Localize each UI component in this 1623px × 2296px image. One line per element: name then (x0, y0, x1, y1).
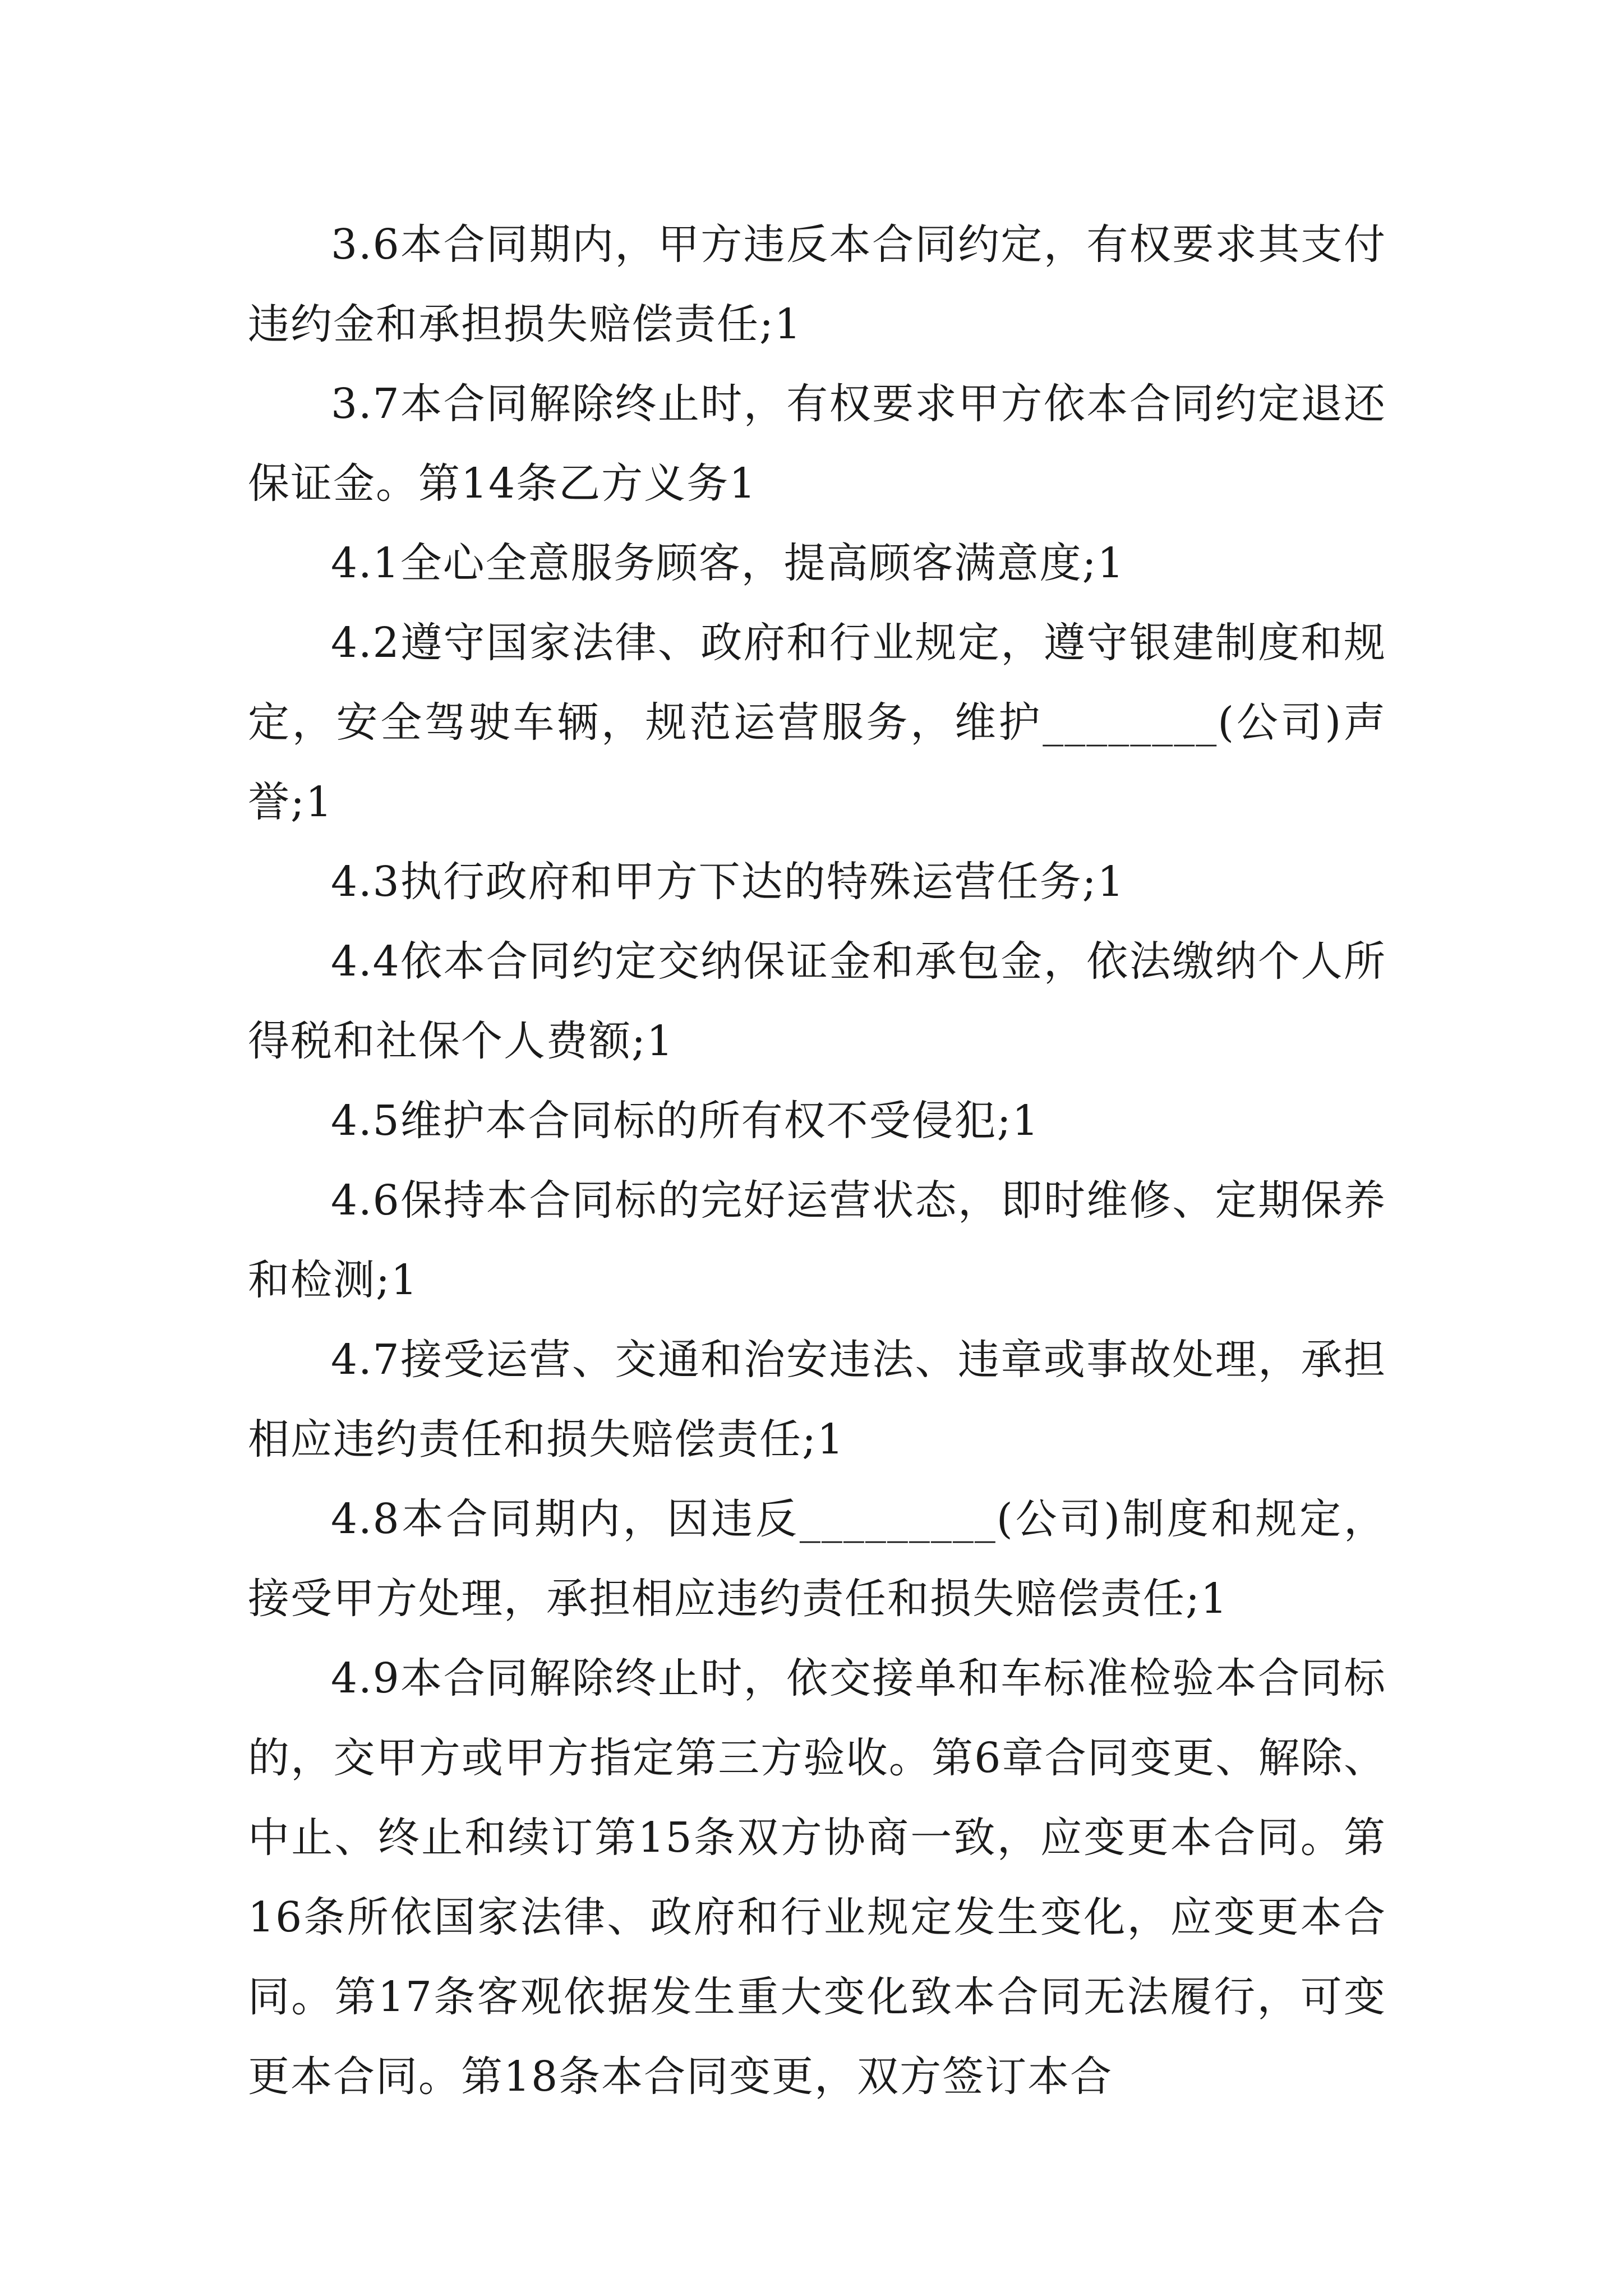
clause-4-9: 4.9本合同解除终止时，依交接单和车标准检验本合同标的，交甲方或甲方指定第三方验收。第6章合同变更、解除、中止、终止和续订第15条双方协商一致，应变更本合同。第16条所依国家法律、政府和行业规定发生变化，应变更本合同。第17条客观依据发生重大变化致本合同无法履行，可变更本合同。第18条本合同变更，双方签订本合 (248, 1654, 1386, 2101)
document-body (248, 205, 1386, 2116)
clause-3-6: 3.6本合同期内，甲方违反本合同约定，有权要求其支付违约金和承担损失赔偿责任;1 (248, 220, 1386, 348)
clause-4-1: 4.1全心全意服务顾客，提高顾客满意度;1 (331, 539, 1125, 587)
clause-4-4: 4.4依本合同约定交纳保证金和承包金，依法缴纳个人所得税和社保个人费额;1 (248, 937, 1386, 1065)
clause-4-7: 4.7接受运营、交通和治安违法、违章或事故处理，承担相应违约责任和损失赔偿责任;1 (248, 1336, 1386, 1464)
clause-3-7: 3.7本合同解除终止时，有权要求甲方依本合同约定退还保证金。第14条乙方义务1 (248, 380, 1386, 508)
clause-4-2: 4.2遵守国家法律、政府和行业规定，遵守银建制度和规定，安全驾驶车辆，规范运营服务，维护________(公司)声誉;1 (248, 619, 1386, 826)
clause-4-3: 4.3执行政府和甲方下达的特殊运营任务;1 (331, 858, 1125, 906)
clause-4-5: 4.5维护本合同标的所有权不受侵犯;1 (331, 1097, 1040, 1145)
clause-4-6: 4.6保持本合同标的完好运营状态，即时维修、定期保养和检测;1 (248, 1176, 1386, 1304)
clause-4-8: 4.8本合同期内，因违反_________(公司)制度和规定，接受甲方处理，承担相应违约责任和损失赔偿责任;1 (248, 1495, 1386, 1623)
